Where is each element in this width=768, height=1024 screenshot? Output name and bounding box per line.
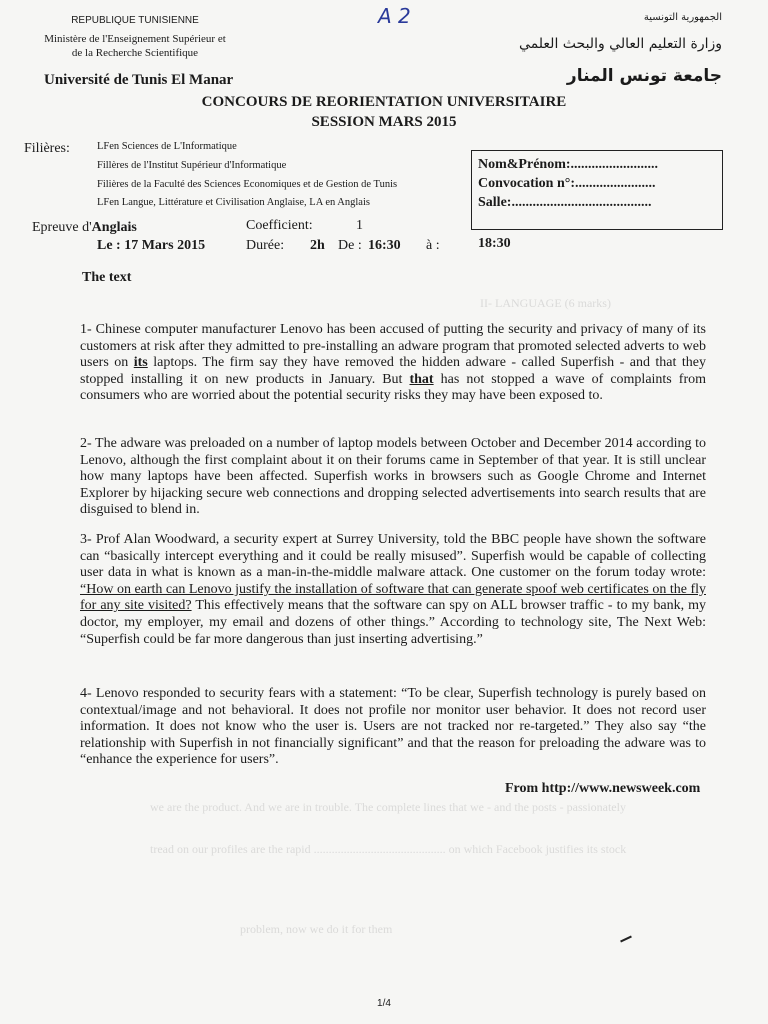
- exam-date: Le : 17 Mars 2015: [97, 238, 206, 253]
- paragraph-2: 2- The adware was preloaded on a number of laptop models between October and December 2014 according to Lenovo, although the first complaint about it on their forums came in September of that year. It is still unclear how many laptops have been affected. Superfish works in browsers such as Google Chrome and Internet Explorer by hijacking secure web connections and dropping selected advertisements into search results that are disguised to blend in.: [80, 436, 706, 518]
- source-citation: From http://www.newsweek.com: [505, 781, 701, 796]
- de-label: De :: [338, 238, 362, 253]
- paragraph-1-text: has not stopped a wave of complaints from consumers who are worried about the potential security risks they may have been exposed to.: [80, 371, 706, 404]
- paragraph-3-text: 3- Prof Alan Woodward, a security expert at Surrey University, told the BBC people have shown the software can “basically intercept everything and it could be really misused”. Superfish would be capable of collecting user data in what is known as a man-in-the-middle malware attack. One customer on the forum today wrote:: [80, 532, 706, 581]
- duree-label: Durée:: [246, 238, 285, 253]
- paragraph-1-text: 1- Chinese computer manufacturer Lenovo has been accused of putting the security and privacy of many of its customers at risk after they admitted to pre-installing an adware program that promoted selected adverts to web users on: [80, 322, 706, 371]
- filiere-item: Filières de la Faculté des Sciences Economiques et de Gestion de Tunis: [97, 179, 398, 190]
- paragraph-4: 4- Lenovo responded to security fears with a statement: “To be clear, Superfish technology is purely based on contextual/image and not behavioral. It does not profile nor monitor user behavior. It does not record user information. It does not know who the user is. Users are not tracked nor re-targeted.” They also say “the relationship with Superfish in not financially significant” and that the reason for preloading the adware was to “enhance the experience for users”.: [80, 686, 706, 768]
- bleed-through-text: problem, now we do it for them: [240, 922, 393, 936]
- a-value: 18:30: [478, 236, 511, 251]
- exam-title: CONCOURS DE REORIENTATION UNIVERSITAIRE: [201, 94, 567, 110]
- candidate-info-box: [471, 150, 723, 230]
- university-name: Université de Tunis El Manar: [44, 72, 234, 88]
- pen-mark: [620, 936, 632, 943]
- underlined-that: that: [409, 371, 434, 387]
- filiere-item: LFen Sciences de L'Informatique: [97, 141, 237, 152]
- coefficient-label: Coefficient:: [246, 218, 313, 233]
- bleed-through-text: we are the product. And we are in trouble. The complete lines that we - and the posts - passionately: [150, 800, 626, 814]
- name-field[interactable]: Nom&Prénom:.........................: [478, 157, 659, 172]
- convocation-field[interactable]: Convocation n°:.......................: [478, 176, 656, 191]
- duree-value: 2h: [310, 238, 325, 253]
- epreuve-label: Epreuve d': [32, 220, 92, 235]
- arabic-republic: الجمهورية التونسية: [643, 12, 722, 23]
- arabic-university: جامعة تونس المنار: [566, 66, 722, 86]
- epreuve-value: Anglais: [91, 220, 137, 235]
- bleed-through-text: II- LANGUAGE (6 marks): [480, 296, 611, 310]
- arabic-ministry: وزارة التعليم العالي والبحث العلمي: [519, 36, 722, 52]
- de-value: 16:30: [368, 238, 401, 253]
- underlined-its: its: [133, 355, 148, 371]
- coefficient-value: 1: [356, 218, 363, 233]
- a-label: à :: [426, 238, 440, 253]
- filieres-label: Filières:: [24, 141, 70, 156]
- ministry-line-2: de la Recherche Scientifique: [71, 47, 199, 59]
- paragraph-1: [80, 322, 706, 405]
- paragraph-1-text: laptops. The firm say they have removed the hidden adware - called Superfish - and that they stopped installing it on new products in January. But: [80, 355, 706, 387]
- epreuve-field: [32, 220, 137, 236]
- paragraph-3-text: This effectively means that the software can spy on ALL browser traffic - to my bank, my doctor, my employer, my email and dozens of other things.” According to technology site, The Next Web: “Superfish could be far more dangerous than just inserting advertising.”: [80, 598, 706, 647]
- bleed-through-text: tread on our profiles are the rapid ............................................ on which Facebook justifies its stock: [150, 842, 627, 856]
- filiere-item: LFen Langue, Littérature et Civilisation Anglaise, LA en Anglais: [97, 197, 370, 208]
- salle-field[interactable]: Salle:........................................: [478, 195, 652, 210]
- handwritten-mark: A 2: [378, 4, 411, 28]
- paragraph-3: [80, 532, 706, 648]
- exam-session: SESSION MARS 2015: [311, 114, 457, 130]
- text-section-title: The text: [82, 270, 132, 285]
- ministry-header: [0, 14, 270, 60]
- ministry-line-1: Ministère de l'Enseignement Supérieur et: [44, 33, 226, 45]
- page-number: 1/4: [377, 998, 391, 1009]
- filiere-item: Fillères de l'Institut Supérieur d'Informatique: [97, 160, 287, 171]
- republic-label: REPUBLIQUE TUNISIENNE: [71, 15, 199, 26]
- underlined-quote: “How on earth can Lenovo justify the installation of software that can generate spoof web certificates on the fly for any site visited?: [80, 581, 706, 614]
